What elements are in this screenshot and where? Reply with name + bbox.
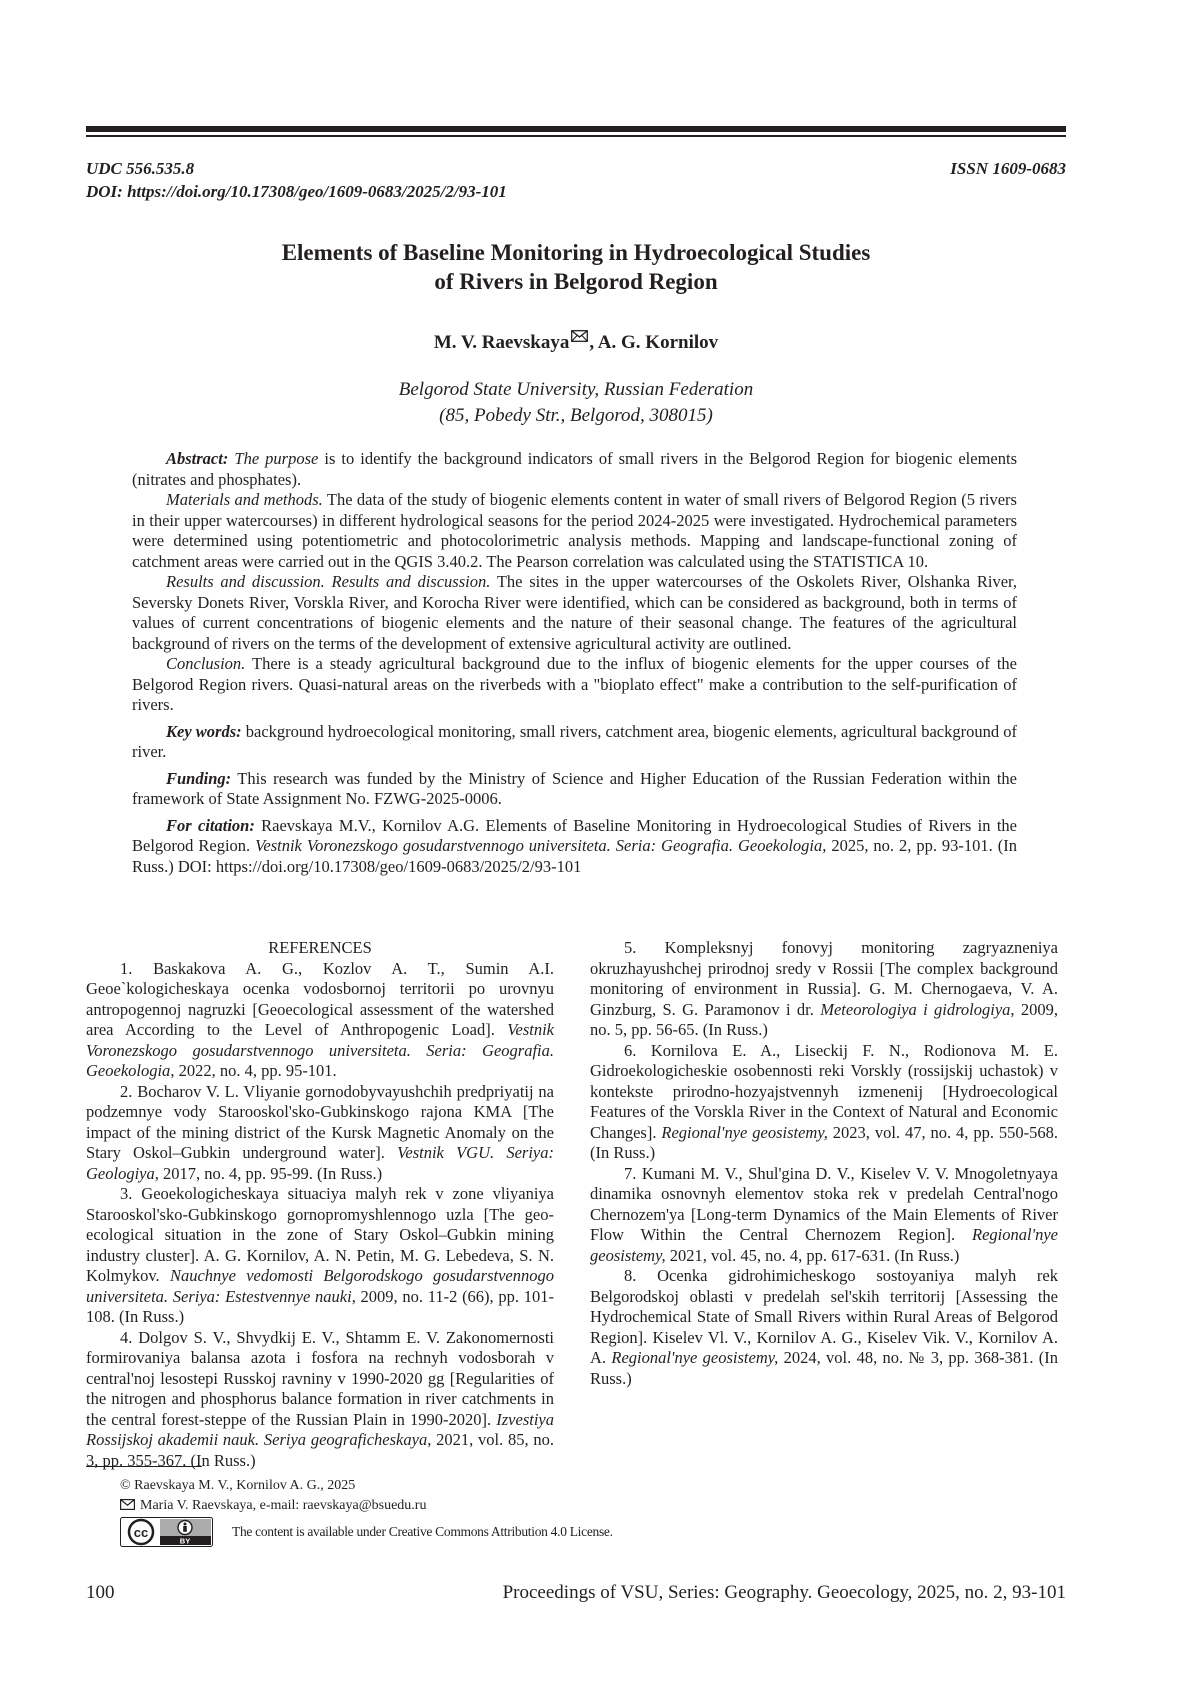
affiliation: [86, 377, 1066, 429]
copyright-note: © Raevskaya M. V., Kornilov A. G., 2025: [120, 1476, 355, 1495]
author-2: , A. G. Kornilov: [589, 332, 718, 353]
issn-code: ISSN 1609-0683: [950, 157, 1066, 180]
funding-text: This research was funded by the Ministry of Science and Higher Education of the Russian Federation within the framework of State Assignment No. FZWG-2025-0006.: [132, 769, 1017, 809]
affiliation-line-2: (85, Pobedy Str., Belgorod, 308015): [86, 403, 1066, 429]
title-line-2: of Rivers in Belgorod Region: [86, 267, 1066, 296]
email-note: [120, 1496, 426, 1515]
license-text: The content is available under Creative Commons Attribution 4.0 License.: [232, 1523, 613, 1541]
reference-item: 4. Dolgov S. V., Shvydkij E. V., Shtamm E. V. Zakonomernosti formirovaniya balansa azota i fosfora na rechnyh vodosborah v central'noj lesostepi Russkoj ravniny v 1990-2020 gg [Regularities of the nitrogen and phosphorus balance formation in river catchments in the central forest-steppe of the Russian Plain in 1990-2020]. Izvestiya Rossijskoj akademii nauk. Seriya geograficheskaya, 2021, vol. 85, no. 3, pp. 355-367. (In Russ.): [86, 1328, 554, 1472]
header-rule-thick: [86, 126, 1066, 132]
results-text: The sites in the upper watercourses of the Oskolets River, Olshanka River, Seversky Donets River, Vorskla River, and Korocha River were identified, which can be considered as background, both in terms of values of current concentrations of biogenic elements and the nature of their seasonal change. The features of the agricultural background of rivers on the terms of the development of extensive agricultural activity are outlined.: [132, 572, 1017, 653]
citation-label: For citation:: [166, 816, 255, 835]
references-column-left: [86, 938, 554, 1471]
author-1: M. V. Raevskaya: [434, 332, 569, 353]
conclusion-label: Conclusion.: [166, 654, 245, 673]
citation-text-b: 2025, no. 2, pp. 93-101. (In Russ.) DOI: https://doi.org/10.17308/geo/1609-0683/2025/2/93-101: [132, 836, 1017, 876]
by-badge-text: BY: [180, 1537, 190, 1546]
journal-footer: Proceedings of VSU, Series: Geography. Geoecology, 2025, no. 2, 93-101: [503, 1581, 1066, 1605]
abstract-methods: [132, 490, 1017, 572]
citation-journal: Vestnik Voronezskogo gosudarstvennogo universiteta. Seria: Geografia. Geoekologia,: [255, 836, 826, 855]
footnote-rule: [86, 1466, 202, 1467]
reference-item: 3. Geoekologicheskaya situaciya malyh rek v zone vliyaniya Starooskol'sko-Gubkinskogo gornopromyshlennogo uzla [The geo-ecological situation in the zone of Stary Oskol–Gubkin mining industry cluster]. A. G. Kornilov, A. N. Petin, M. G. Lebedeva, S. N. Kolmykov. Nauchnye vedomosti Belgorodskogo gosudarstvennogo universiteta. Seriya: Estestvennye nauki, 2009, no. 11-2 (66), pp. 101-108. (In Russ.): [86, 1184, 554, 1328]
envelope-icon: [571, 330, 588, 342]
methods-label: Materials and methods.: [166, 490, 323, 509]
cc-by-license-badge[interactable]: [120, 1517, 213, 1547]
reference-item: 5. Kompleksnyj fonovyj monitoring zagryazneniya okruzhayushchej prirodnoj sredy v Rossii [The complex background monitoring of environment in Russia]. G. M. Chernogaeva, V. A. Ginzburg, S. G. Paramonov i dr. Meteorologiya i gidrologiya, 2009, no. 5, pp. 56-65. (In Russ.): [590, 938, 1058, 1041]
abstract-label: Abstract:: [166, 449, 228, 468]
purpose-label: The purpose: [234, 449, 318, 468]
reference-item: 6. Kornilova E. A., Liseckij F. N., Rodionova M. E. Gidroekologicheskie osobennosti reki Vorskly (rossijskij uchastok) v kontekste prirodno-hozyajstvennyh izmenenij [Hydroecological Features of the Vorskla River in the Context of Natural and Economic Changes]. Regional'nye geosistemy, 2023, vol. 47, no. 4, pp. 550-568. (In Russ.): [590, 1041, 1058, 1164]
citation-text-a: Raevskaya M.V., Kornilov A.G. Elements of Baseline Monitoring in Hydroecological Studies of Rivers in the Belgorod Region.: [132, 816, 1017, 856]
title-line-1: Elements of Baseline Monitoring in Hydroecological Studies: [86, 238, 1066, 267]
affiliation-line-1: Belgorod State University, Russian Federation: [86, 377, 1066, 403]
abstract-block: [132, 449, 1017, 877]
udc-code: UDC 556.535.8: [86, 157, 507, 180]
purpose-text: is to identify the background indicators of small rivers in the Belgorod Region for biogenic elements (nitrates and phosphates).: [132, 449, 1017, 489]
abstract-purpose: [132, 449, 1017, 490]
references-column-right: [590, 938, 1058, 1389]
reference-item: 2. Bocharov V. L. Vliyanie gornodobyvayushchih predpriyatij na podzemnye vody Starooskol'sko-Gubkinskogo rajona KMA [The impact of the mining district of the Kursk Magnetic Anomaly on the Stary Oskol–Gubkin underground water]. Vestnik VGU. Seriya: Geologiya, 2017, no. 4, pp. 95-99. (In Russ.): [86, 1082, 554, 1185]
keywords-label: Key words:: [166, 722, 242, 741]
abstract-conclusion: [132, 654, 1017, 716]
doi-link[interactable]: DOI: https://doi.org/10.17308/geo/1609-0683/2025/2/93-101: [86, 180, 507, 203]
keywords-text: background hydroecological monitoring, small rivers, catchment area, biogenic elements, agricultural background of river.: [132, 722, 1017, 762]
article-identifiers: [86, 157, 507, 203]
reference-item: 7. Kumani M. V., Shul'gina D. V., Kiselev V. V. Mnogoletnyaya dinamika osnovnyh elementov stoka rek v predelah Central'nogo Chernozem'ya [Long-term Dynamics of the Main Elements of River Flow Within the Central Chernozem Region]. Regional'nye geosistemy, 2021, vol. 45, no. 4, pp. 617-631. (In Russ.): [590, 1164, 1058, 1267]
citation: [132, 816, 1017, 878]
methods-text: The data of the study of biogenic elements content in water of small rivers of Belgorod Region (5 rivers in their upper watercourses) in different hydrological seasons for the period 2024-2025 were investigated. Hydrochemical parameters were determined using potentiometric and photocolorimetric analysis methods. Mapping and landscape-functional zoning of catchment areas were carried out in the QGIS 3.40.2. The Pearson correlation was calculated using the STATISTICA 10.: [132, 490, 1017, 571]
page-number: 100: [86, 1581, 115, 1605]
paper-page: [0, 0, 1200, 1698]
reference-item: 1. Baskakova A. G., Kozlov A. T., Sumin A.I. Geoe`kologicheskaya ocenka vodosbornoj territorii po urovnyu antropogennoj nagruzki [Geoecological assessment of the watershed area According to the Level of Anthropogenic Load]. Vestnik Voronezskogo gosudarstvennogo universiteta. Seria: Geografia. Geoekologia, 2022, no. 4, pp. 95-101.: [86, 959, 554, 1082]
header-rule-thin: [86, 135, 1066, 137]
envelope-icon: [120, 1499, 135, 1510]
email-text[interactable]: Maria V. Raevskaya, e-mail: raevskaya@bsuedu.ru: [140, 1498, 426, 1513]
article-title: [86, 238, 1066, 296]
abstract-results: [132, 572, 1017, 654]
conclusion-text: There is a steady agricultural background due to the influx of biogenic elements for the upper courses of the Belgorod Region rivers. Quasi-natural areas on the riverbeds with a "bioplato effect" make a contribution to the self-purification of rivers.: [132, 654, 1017, 714]
funding-label: Funding:: [166, 769, 231, 788]
references-heading: REFERENCES: [86, 938, 554, 959]
results-label: Results and discussion. Results and discussion.: [166, 572, 490, 591]
cc-badge-text: cc: [134, 1525, 148, 1540]
funding: [132, 769, 1017, 810]
reference-item: 8. Ocenka gidrohimicheskogo sostoyaniya malyh rek Belgorodskoj oblasti v predelah sel'skih territorij [Assessing the Hydrochemical State of Small Rivers within Rural Areas of Belgorod Region]. Kiselev Vl. V., Kornilov A. G., Kiselev Vik. V., Kornilov A. A. Regional'nye geosistemy, 2024, vol. 48, no. № 3, pp. 368-381. (In Russ.): [590, 1266, 1058, 1389]
keywords: [132, 722, 1017, 763]
author-list: [86, 330, 1066, 355]
